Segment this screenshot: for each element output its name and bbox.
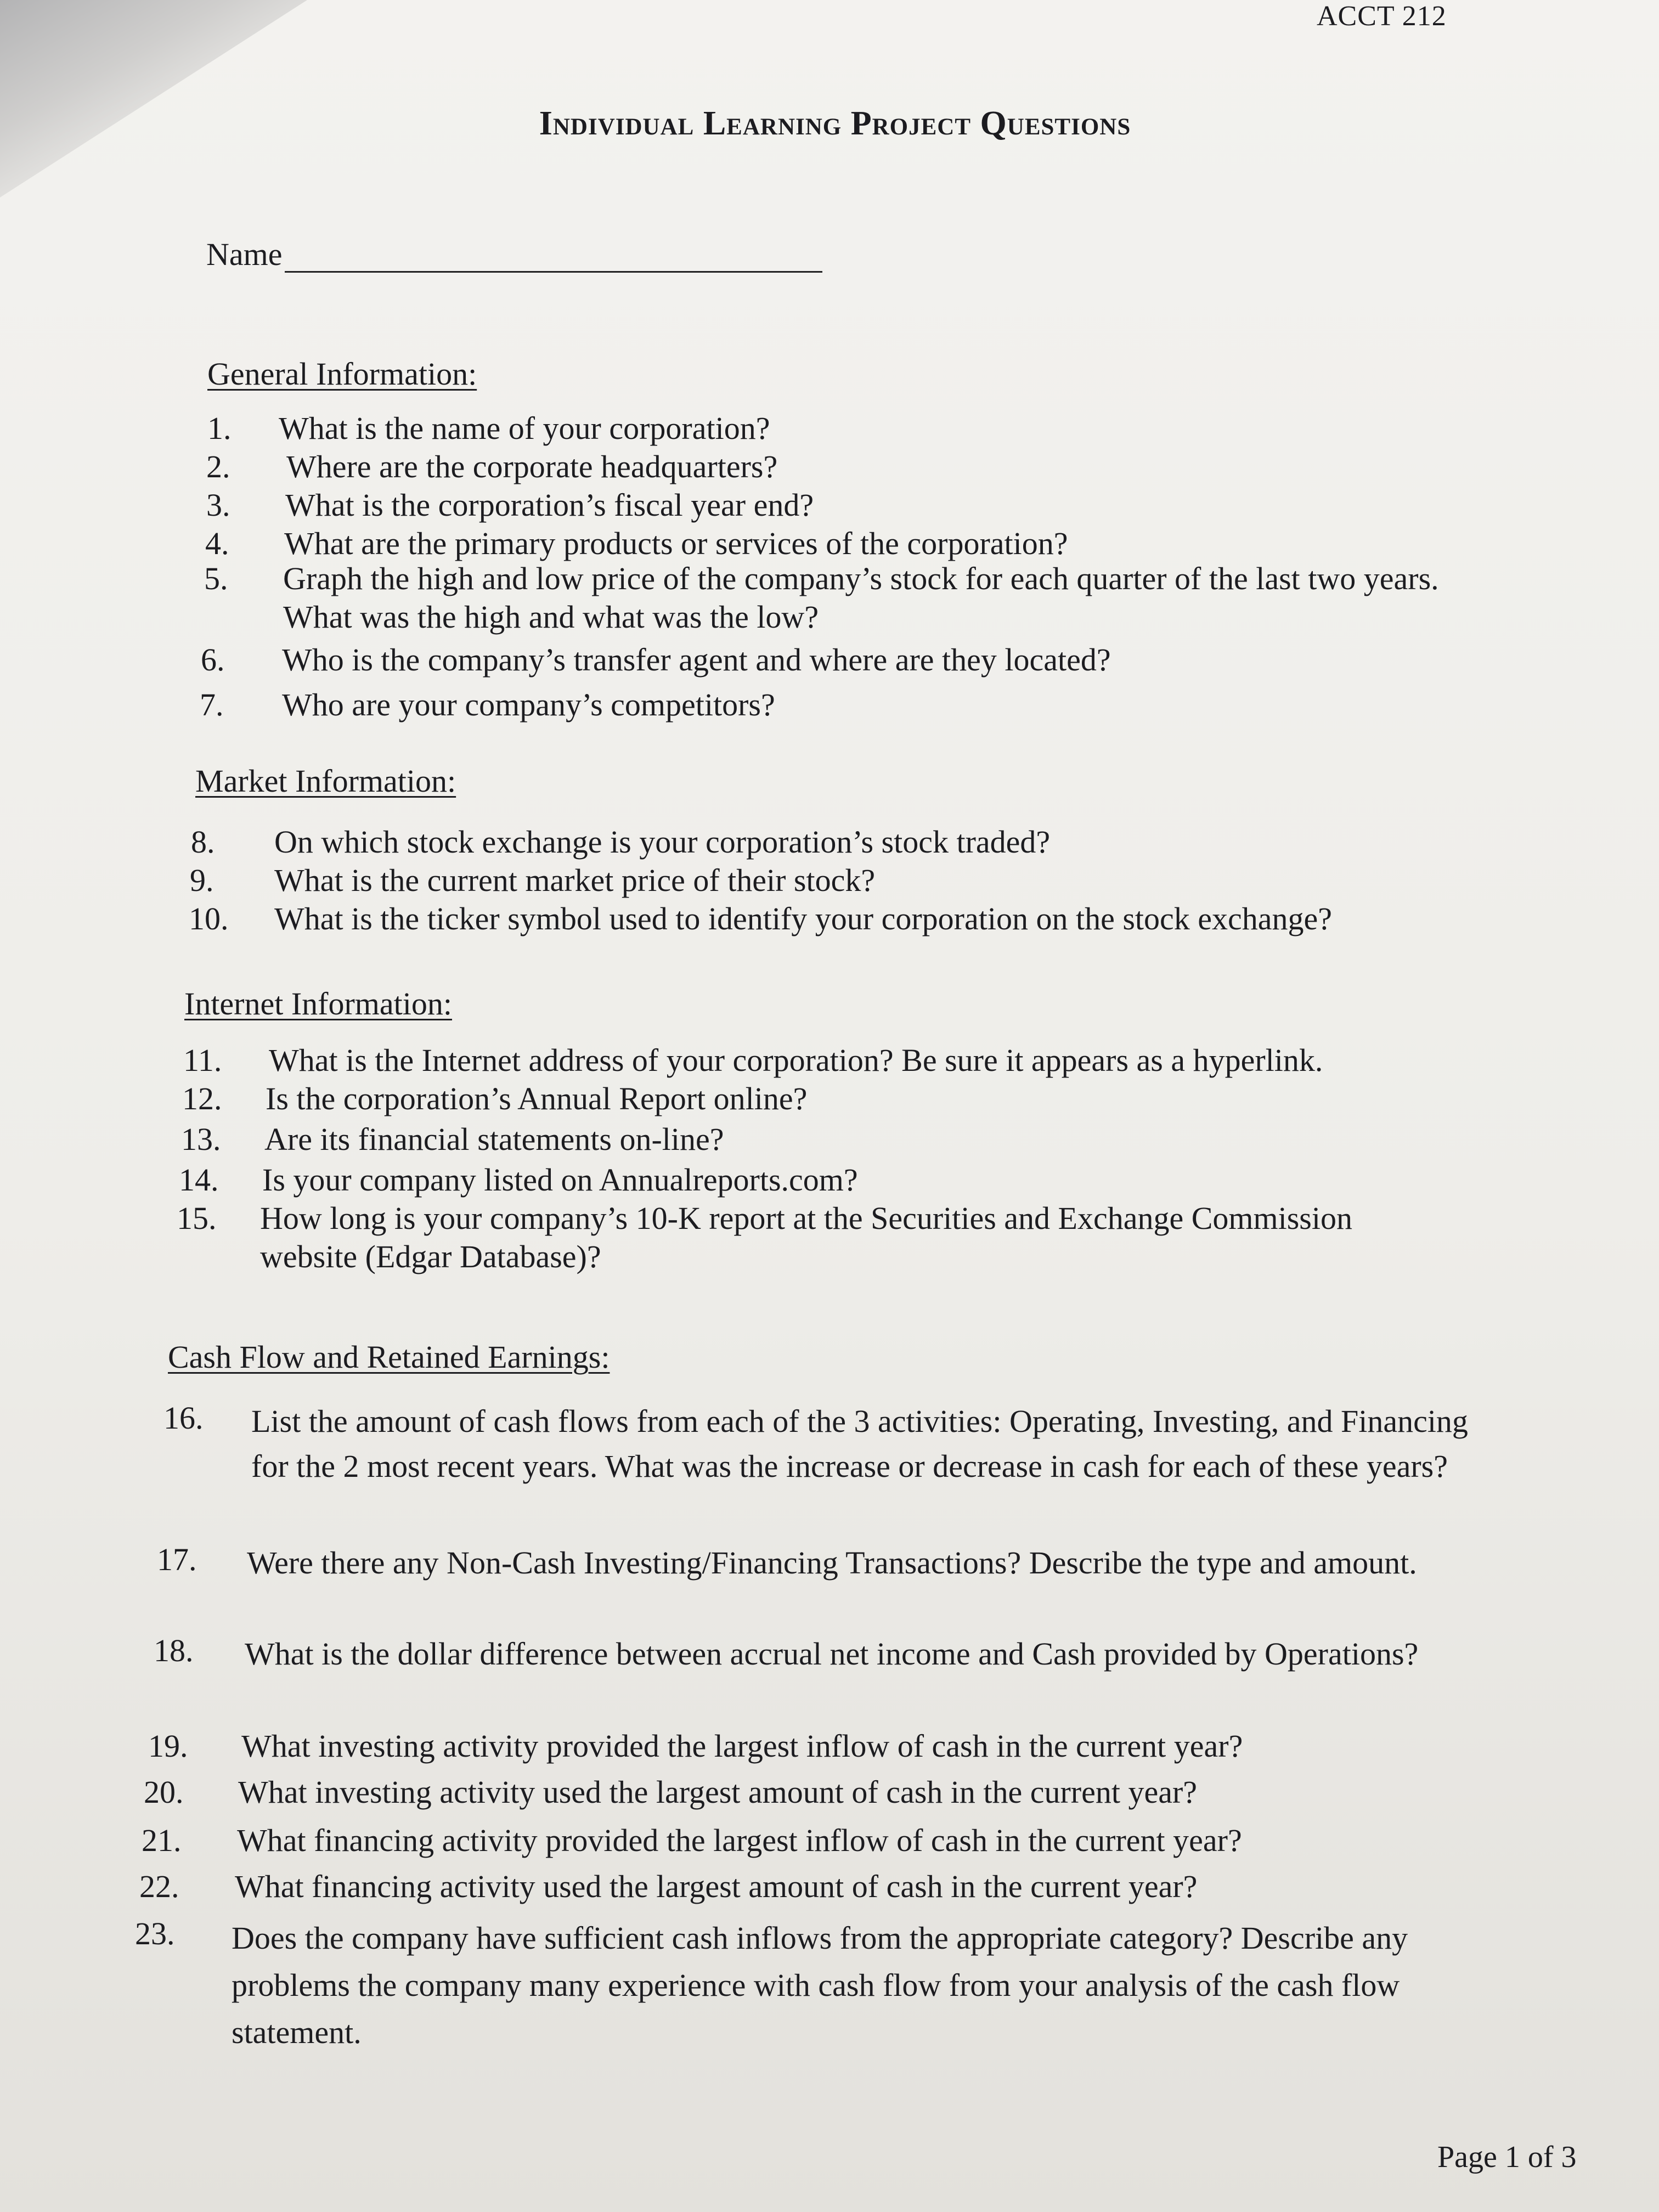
question-item — [177, 1199, 1438, 1276]
question-number: 20. — [144, 1774, 184, 1810]
question-text: What financing activity provided the largest inflow of cash in the current year? — [237, 1822, 1242, 1858]
question-item — [200, 686, 1462, 724]
question-number: 13. — [181, 1121, 221, 1157]
page-title: Individual Learning Project Questions — [539, 105, 1131, 142]
question-item — [135, 1915, 1517, 2056]
question-item — [163, 1399, 1524, 1489]
question-text: What is the name of your corporation? — [279, 410, 770, 446]
question-item — [182, 1080, 1554, 1118]
question-number: 16. — [163, 1400, 204, 1436]
question-number: 8. — [191, 824, 215, 860]
question-item — [144, 1773, 1548, 1812]
course-code: ACCT 212 — [1317, 1, 1447, 32]
question-number: 15. — [177, 1200, 217, 1236]
section-heading-cash-flow: Cash Flow and Retained Earnings: — [168, 1339, 610, 1375]
question-number: 14. — [179, 1162, 219, 1198]
question-text: Graph the high and low price of the company’s stock for each quarter of the last two years. What was the high and what was the low? — [283, 561, 1439, 635]
question-item — [206, 448, 1468, 486]
question-item — [181, 1120, 1553, 1159]
question-text: What is the corporation’s fiscal year end? — [285, 487, 814, 523]
question-number: 22. — [139, 1869, 179, 1904]
section-heading-general: General Information: — [207, 356, 477, 392]
question-number: 4. — [205, 526, 229, 561]
question-text: What investing activity provided the largest inflow of cash in the current year? — [241, 1728, 1243, 1764]
question-text: What is the Internet address of your corporation? Be sure it appears as a hyperlink. — [269, 1042, 1323, 1078]
question-text: Are its financial statements on-line? — [264, 1121, 724, 1157]
question-text: List the amount of cash flows from each of the 3 activities: Operating, Investing, and Financing for the 2 most recent years. What was the increase or decrease in cash for each of these years? — [251, 1403, 1468, 1484]
question-text: Where are the corporate headquarters? — [286, 449, 778, 484]
question-text: What is the dollar difference between accrual net income and Cash provided by Operations? — [245, 1636, 1419, 1672]
name-field — [206, 236, 822, 273]
question-item — [154, 1632, 1525, 1677]
question-text: On which stock exchange is your corporation’s stock traded? — [274, 824, 1051, 860]
question-number: 10. — [189, 901, 229, 936]
question-item — [189, 900, 1626, 938]
question-text: What is the current market price of their stock? — [274, 862, 876, 898]
page-number: Page 1 of 3 — [1437, 2140, 1577, 2174]
question-text: What is the ticker symbol used to identify your corporation on the stock exchange? — [274, 901, 1332, 936]
question-text: Who are your company’s competitors? — [282, 687, 775, 723]
question-number: 11. — [183, 1042, 222, 1078]
question-text: Is the corporation’s Annual Report online? — [266, 1081, 808, 1116]
question-number: 23. — [135, 1916, 175, 1951]
name-blank-line — [285, 242, 822, 273]
question-item — [207, 409, 1469, 448]
question-number: 19. — [148, 1728, 188, 1764]
question-item — [142, 1821, 1568, 1860]
question-item — [204, 560, 1444, 636]
question-number: 7. — [200, 687, 224, 723]
question-number: 1. — [207, 410, 232, 446]
question-item — [190, 861, 1561, 900]
question-item — [148, 1727, 1553, 1765]
section-heading-market: Market Information: — [195, 763, 456, 799]
question-number: 5. — [204, 561, 228, 596]
question-text: What are the primary products or services of the corporation? — [284, 526, 1068, 561]
question-number: 3. — [206, 487, 230, 523]
question-number: 18. — [154, 1633, 194, 1668]
question-item — [201, 641, 1463, 679]
question-item — [139, 1867, 1544, 1906]
question-item — [183, 1041, 1632, 1080]
name-label: Name — [206, 236, 283, 272]
question-text: Were there any Non-Cash Investing/Financing Transactions? Describe the type and amount. — [247, 1545, 1417, 1581]
question-text: Does the company have sufficient cash inflows from the appropriate category? Describe any problems the company many experience with cash flow from your analysis of the cash flow statement. — [232, 1920, 1408, 2050]
question-item — [157, 1541, 1528, 1585]
question-text: What investing activity used the largest amount of cash in the current year? — [238, 1774, 1198, 1810]
section-heading-internet: Internet Information: — [184, 986, 452, 1022]
question-item — [205, 524, 1467, 563]
question-number: 17. — [157, 1542, 197, 1577]
question-text: Is your company listed on Annualreports.com? — [262, 1162, 858, 1198]
page-corner-shadow — [0, 0, 307, 198]
question-text: What financing activity used the largest amount of cash in the current year? — [235, 1869, 1198, 1904]
question-item — [179, 1161, 1550, 1199]
question-text: Who is the company’s transfer agent and where are they located? — [282, 642, 1111, 678]
question-number: 2. — [206, 449, 230, 484]
question-number: 12. — [182, 1081, 222, 1116]
question-number: 9. — [190, 862, 214, 898]
question-text: How long is your company’s 10-K report at the Securities and Exchange Commission website (Edgar Database)? — [260, 1200, 1352, 1274]
question-number: 21. — [142, 1822, 182, 1858]
question-item — [206, 486, 1468, 524]
question-number: 6. — [201, 642, 225, 678]
question-item — [191, 823, 1562, 861]
